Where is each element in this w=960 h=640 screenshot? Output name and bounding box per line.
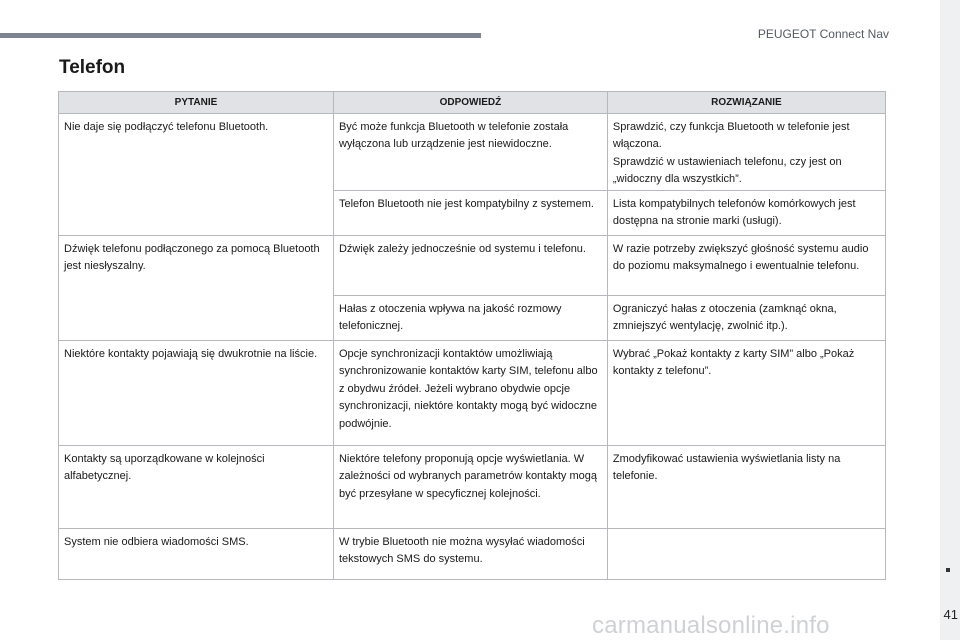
answer-cell: Opcje synchronizacji kontaktów umożliwiają synchronizowanie kontaktów karty SIM, telefonu albo z obydwu źródeł. Jeżeli wybrano obydwie opcje synchronizacji, niektóre kontakty mogą być widoczne podwójnie. bbox=[333, 341, 607, 446]
table-row bbox=[59, 114, 886, 191]
table-row bbox=[59, 446, 886, 529]
answer-cell: W trybie Bluetooth nie można wysyłać wiadomości tekstowych SMS do systemu. bbox=[333, 529, 607, 580]
answer-cell: Niektóre telefony proponują opcje wyświetlania. W zależności od wybranych parametrów kontakty mogą być przesyłane w specyficznej kolejności. bbox=[333, 446, 607, 529]
page-number: 41 bbox=[943, 607, 958, 622]
column-header-answer: ODPOWIEDŹ bbox=[333, 92, 607, 114]
answer-cell: Hałas z otoczenia wpływa na jakość rozmowy telefonicznej. bbox=[333, 296, 607, 341]
solution-cell: W razie potrzeby zwiększyć głośność systemu audio do poziomu maksymalnego i ewentualnie telefonu. bbox=[607, 236, 885, 296]
side-marker-icon bbox=[946, 568, 950, 572]
troubleshooting-table bbox=[58, 91, 886, 580]
table-header-row bbox=[59, 92, 886, 114]
solution-cell: Zmodyfikować ustawienia wyświetlania listy na telefonie. bbox=[607, 446, 885, 529]
column-header-question: PYTANIE bbox=[59, 92, 334, 114]
question-cell: System nie odbiera wiadomości SMS. bbox=[59, 529, 334, 580]
column-header-solution: ROZWIĄZANIE bbox=[607, 92, 885, 114]
header-title: PEUGEOT Connect Nav bbox=[757, 27, 889, 41]
question-cell: Niektóre kontakty pojawiają się dwukrotnie na liście. bbox=[59, 341, 334, 446]
solution-cell bbox=[607, 529, 885, 580]
answer-cell: Być może funkcja Bluetooth w telefonie została wyłączona lub urządzenie jest niewidoczne. bbox=[333, 114, 607, 191]
question-cell: Nie daje się podłączyć telefonu Bluetooth. bbox=[59, 114, 334, 236]
answer-cell: Telefon Bluetooth nie jest kompatybilny z systemem. bbox=[333, 191, 607, 236]
solution-cell: Wybrać „Pokaż kontakty z karty SIM” albo „Pokaż kontakty z telefonu”. bbox=[607, 341, 885, 446]
question-cell: Dźwięk telefonu podłączonego za pomocą Bluetooth jest niesłyszalny. bbox=[59, 236, 334, 341]
answer-cell: Dźwięk zależy jednocześnie od systemu i telefonu. bbox=[333, 236, 607, 296]
table-row bbox=[59, 341, 886, 446]
solution-cell: Sprawdzić, czy funkcja Bluetooth w telefonie jest włączona. Sprawdzić w ustawieniach telefonu, czy jest on „widoczny dla wszystkich”. bbox=[607, 114, 885, 191]
side-strip bbox=[940, 0, 960, 640]
question-cell: Kontakty są uporządkowane w kolejności alfabetycznej. bbox=[59, 446, 334, 529]
solution-cell: Lista kompatybilnych telefonów komórkowych jest dostępna na stronie marki (usługi). bbox=[607, 191, 885, 236]
solution-cell: Ograniczyć hałas z otoczenia (zamknąć okna, zmniejszyć wentylację, zwolnić itp.). bbox=[607, 296, 885, 341]
table-row bbox=[59, 529, 886, 580]
page-title: Telefon bbox=[59, 57, 126, 78]
table-row bbox=[59, 236, 886, 296]
watermark-text: carmanualsonline.info bbox=[592, 612, 830, 639]
